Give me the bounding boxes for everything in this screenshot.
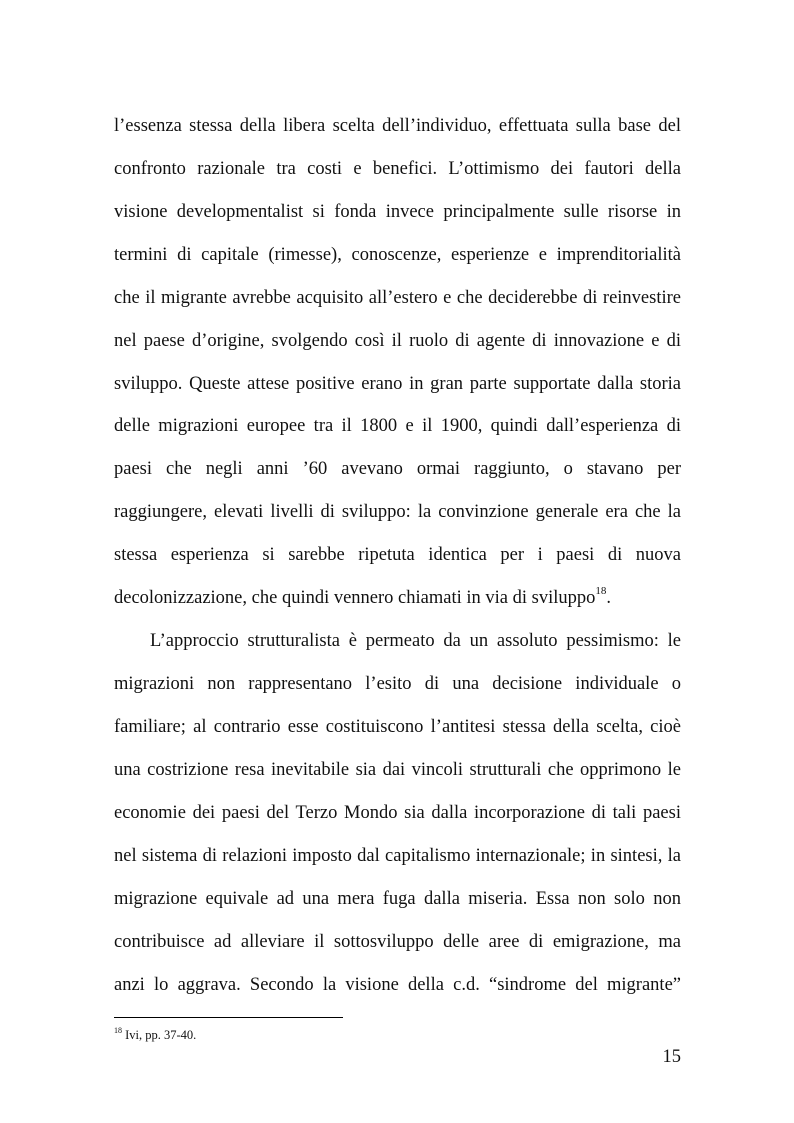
footnote-reference[interactable]: 18 [595, 584, 607, 597]
sentence-period: . [606, 588, 611, 608]
paragraph-line: migrazione equivale ad una mera fuga dalla miseria. Essa non solo non [114, 889, 681, 909]
paragraph-line: anzi lo aggrava. Secondo la visione della c.d. “sindrome del migrante” [114, 975, 681, 995]
paragraph-line: migrazioni non rappresentano l’esito di una decisione individuale o [114, 674, 681, 694]
footnote-number: 18 [114, 1025, 122, 1035]
paragraph-line: contribuisce ad alleviare il sottosviluppo delle aree di emigrazione, ma [114, 932, 681, 952]
paragraph-line-text: decolonizzazione, che quindi vennero chiamati in via di sviluppo [114, 588, 596, 608]
paragraph-line: confronto razionale tra costi e benefici. L’ottimismo dei fautori della [114, 159, 681, 179]
paragraph-line: economie dei paesi del Terzo Mondo sia dalla incorporazione di tali paesi [114, 803, 681, 823]
paragraph-first-line: L’approccio strutturalista è permeato da un assoluto pessimismo: le [150, 631, 681, 651]
paragraph-line: nel sistema di relazioni imposto dal capitalismo internazionale; in sintesi, la [114, 846, 681, 866]
paragraph-line: familiare; al contrario esse costituiscono l’antitesi stessa della scelta, cioè [114, 717, 681, 737]
paragraph-line: stessa esperienza si sarebbe ripetuta identica per i paesi di nuova [114, 545, 681, 565]
paragraph-line: che il migrante avrebbe acquisito all’estero e che deciderebbe di reinvestire [114, 288, 681, 308]
page-number: 15 [662, 1047, 681, 1067]
paragraph-line: raggiungere, elevati livelli di sviluppo: la convinzione generale era che la [114, 502, 681, 522]
paragraph-line: visione developmentalist si fonda invece principalmente sulle risorse in [114, 202, 681, 222]
paragraph-line: termini di capitale (rimesse), conoscenze, esperienze e imprenditorialità [114, 245, 681, 265]
paragraph-line: l’essenza stessa della libera scelta dell’individuo, effettuata sulla base del [114, 116, 681, 136]
paragraph-line: paesi che negli anni ’60 avevano ormai raggiunto, o stavano per [114, 459, 681, 479]
footnote-text: Ivi, pp. 37-40. [122, 1028, 197, 1042]
paragraph-last-line [114, 584, 681, 609]
paragraph-line: sviluppo. Queste attese positive erano in gran parte supportate dalla storia [114, 374, 681, 394]
paragraph-line: delle migrazioni europee tra il 1800 e il 1900, quindi dall’esperienza di [114, 416, 681, 436]
footnote-separator [114, 1017, 343, 1018]
paragraph-line: nel paese d’origine, svolgendo così il ruolo di agente di innovazione e di [114, 331, 681, 351]
footnote [114, 1025, 197, 1042]
paragraph-line: una costrizione resa inevitabile sia dai vincoli strutturali che opprimono le [114, 760, 681, 780]
